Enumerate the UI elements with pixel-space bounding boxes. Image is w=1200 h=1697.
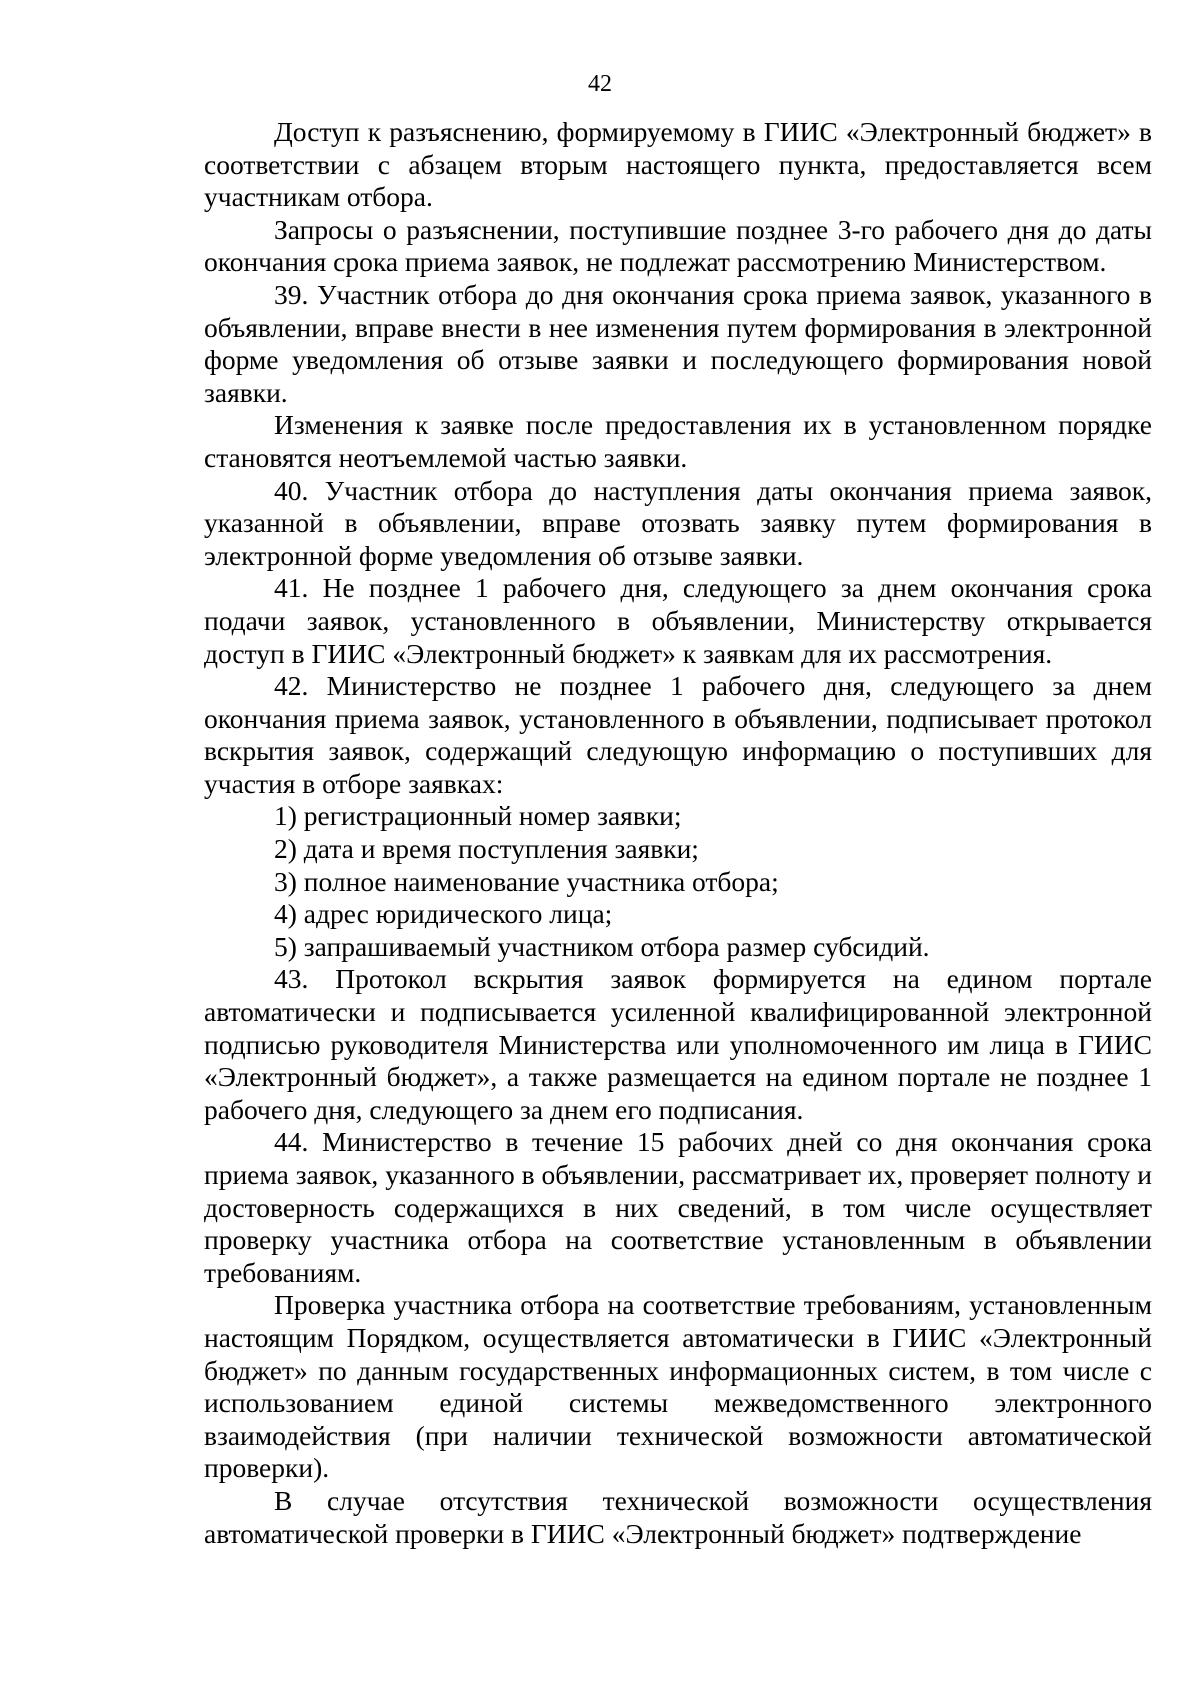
paragraph-43: 43. Протокол вскрытия заявок формируется на едином портале автоматически и подписывается усиленной квалифицированной электронной подписью руководителя Министерства или уполномоченного им лица в ГИИС «Электронный бюджет», а также размещается на едином портале не позднее 1 рабочего дня, следующего за днем его подписания. xyxy=(204,963,1152,1125)
list-item: 5) запрашиваемый участником отбора размер субсидий. xyxy=(274,930,930,962)
list-item: 1) регистрационный номер заявки; xyxy=(274,800,682,832)
list-item: 4) адрес юридического лица; xyxy=(274,898,613,930)
paragraph-40: 40. Участник отбора до наступления даты окончания приема заявок, указанной в объявлении, вправе отозвать заявку путем формирования в электронной форме уведомления об отзыве заявки. xyxy=(204,474,1152,571)
paragraph-verification: Проверка участника отбора на соответствие требованиям, установленным настоящим Порядком, осуществляется автоматически в ГИИС «Электронный бюджет» по данным государственных информационных систем, в том числе с использованием единой системы межведомственного электронного взаимодействия (при наличии технической возможности автоматической проверки). xyxy=(204,1289,1152,1484)
paragraph-41: 41. Не позднее 1 рабочего дня, следующего за днем окончания срока подачи заявок, установленного в объявлении, Министерству открывается доступ в ГИИС «Электронный бюджет» к заявкам для их рассмотрения. xyxy=(204,572,1152,669)
paragraph-39: 39. Участник отбора до дня окончания срока приема заявок, указанного в объявлении, вправе внести в нее изменения путем формирования в электронной форме уведомления об отзыве заявки и последующего формирования новой заявки. xyxy=(204,278,1152,408)
page-number: 42 xyxy=(588,71,612,97)
paragraph-44: 44. Министерство в течение 15 рабочих дней со дня окончания срока приема заявок, указанного в объявлении, рассматривает их, проверяет полноту и достоверность содержащихся в них сведений, в том числе осуществляет проверку участника отбора на соответствие установленным в объявлении требованиям. xyxy=(204,1126,1152,1288)
list-item: 3) полное наименование участника отбора; xyxy=(274,865,779,897)
list-item: 2) дата и время поступления заявки; xyxy=(274,833,699,865)
paragraph-clarification-requests: Запросы о разъяснении, поступившие позднее 3-го рабочего дня до даты окончания срока приема заявок, не подлежат рассмотрению Министерством. xyxy=(204,213,1152,278)
paragraph-42: 42. Министерство не позднее 1 рабочего дня, следующего за днем окончания приема заявок, установленного в объявлении, подписывает протокол вскрытия заявок, содержащий следующую информацию о поступивших для участия в отборе заявках: xyxy=(204,670,1152,799)
paragraph-manual-verification: В случае отсутствия технической возможности осуществления автоматической проверки в ГИИС «Электронный бюджет» подтверждение xyxy=(204,1484,1152,1549)
paragraph-clarification-access: Доступ к разъяснению, формируемому в ГИИС «Электронный бюджет» в соответствии с абзацем вторым настоящего пункта, предоставляется всем участникам отбора. xyxy=(204,116,1152,213)
paragraph-application-changes: Изменения к заявке после предоставления их в установленном порядке становятся неотъемлемой частью заявки. xyxy=(204,409,1152,473)
document-body xyxy=(204,116,1152,1550)
